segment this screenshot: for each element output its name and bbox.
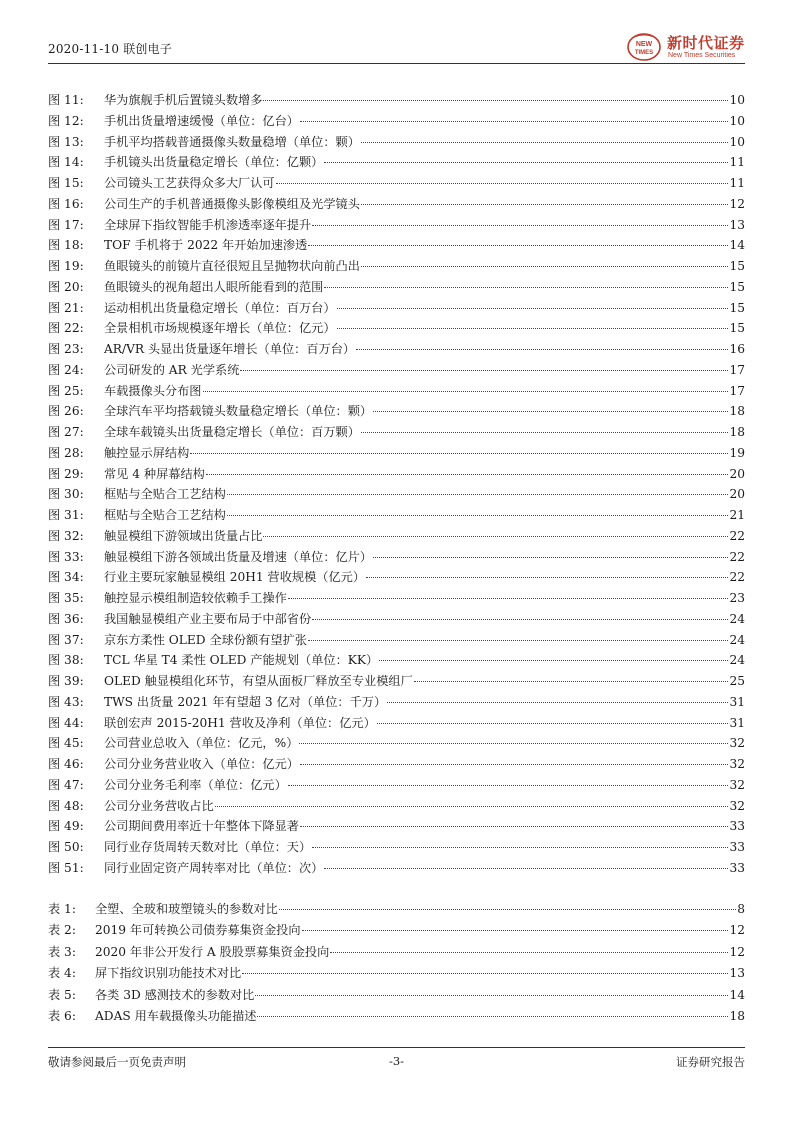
toc-label: 表 3: <box>48 944 76 959</box>
toc-page-number: 18 <box>729 425 745 439</box>
figure-toc-entry[interactable] <box>48 236 745 257</box>
figure-toc-entry[interactable] <box>48 527 745 548</box>
figure-toc-entry[interactable] <box>48 589 745 610</box>
toc-page-number: 24 <box>729 611 745 626</box>
toc-page-number: 10 <box>729 93 745 107</box>
toc-title: 各类 3D 感测技术的参数对比 <box>95 987 255 1002</box>
toc-page-number: 20 <box>729 487 745 502</box>
figure-toc-entry[interactable] <box>48 859 745 880</box>
toc-page-number: 12 <box>729 196 745 211</box>
figure-toc-entry[interactable] <box>48 257 745 278</box>
toc-title: 公司生产的手机普通摄像头影像模组及光学镜头 <box>104 196 360 211</box>
toc-page-number: 31 <box>729 715 745 730</box>
table-toc-entry[interactable] <box>48 921 745 942</box>
toc-title: 华为旗舰手机后置镜头数增多 <box>104 93 263 107</box>
toc-page-number: 13 <box>729 217 745 232</box>
toc-label: 图 45: <box>48 736 84 751</box>
toc-title: 公司镜头工艺获得众多大厂认可 <box>104 176 275 190</box>
toc-page-number: 11 <box>729 155 745 170</box>
toc-leader-dots <box>279 909 736 910</box>
toc-title: 公司分业务营业收入（单位：亿元） <box>104 757 299 771</box>
toc-leader-dots <box>263 100 728 101</box>
toc-label: 图 12: <box>48 113 84 128</box>
toc-page-number: 20 <box>729 466 745 481</box>
toc-page-number: 24 <box>729 632 745 647</box>
toc-page-number: 12 <box>729 923 745 938</box>
toc-title: AR/VR 头显出货量逐年增长（单位：百万台） <box>104 342 356 356</box>
toc-leader-dots <box>379 660 728 661</box>
toc-leader-dots <box>227 494 729 495</box>
toc-title: 公司营业总收入（单位：亿元，%） <box>104 736 299 751</box>
toc-leader-dots <box>337 328 729 329</box>
toc-label: 图 38: <box>48 653 84 668</box>
toc-page-number: 24 <box>729 653 745 668</box>
toc-leader-dots <box>308 245 728 246</box>
toc-title: 手机镜头出货量稳定增长（单位：亿颗） <box>104 155 324 170</box>
figure-toc-entry[interactable] <box>48 91 745 112</box>
toc-title: 同行业固定资产周转率对比（单位：次） <box>104 860 324 875</box>
toc-page-number: 18 <box>729 404 745 419</box>
toc-label: 图 27: <box>48 425 84 439</box>
toc-title: 手机平均搭载普通摄像头数量稳增（单位：颗） <box>104 134 360 149</box>
toc-label: 图 50: <box>48 840 84 854</box>
toc-label: 图 26: <box>48 404 84 419</box>
toc-page-number: 15 <box>729 259 745 273</box>
toc-label: 图 14: <box>48 155 84 170</box>
toc-page-number: 17 <box>729 383 745 398</box>
toc-label: 图 39: <box>48 674 84 688</box>
toc-leader-dots <box>361 432 729 433</box>
figure-toc-entry[interactable] <box>48 153 745 174</box>
toc-page-number: 16 <box>729 342 745 356</box>
toc-leader-dots <box>288 598 729 599</box>
figure-toc-entry[interactable] <box>48 506 745 527</box>
report-date-company: 2020-11-10 联创电子 <box>48 42 173 56</box>
toc-title: 常见 4 种屏幕结构 <box>104 466 205 481</box>
toc-label: 图 19: <box>48 259 84 273</box>
toc-page-number: 14 <box>729 238 745 253</box>
toc-label: 图 36: <box>48 611 84 626</box>
figure-toc-entry[interactable] <box>48 216 745 237</box>
toc-leader-dots <box>255 995 728 996</box>
toc-page-number: 33 <box>729 819 745 834</box>
toc-label: 图 30: <box>48 487 84 502</box>
table-toc-entry[interactable] <box>48 1007 745 1028</box>
toc-label: 图 23: <box>48 342 84 356</box>
svg-text:NEW: NEW <box>635 41 653 48</box>
toc-label: 表 6: <box>48 1008 76 1023</box>
figure-toc-entry[interactable] <box>48 465 745 486</box>
toc-label: 图 24: <box>48 362 84 377</box>
toc-page-number: 14 <box>729 987 745 1002</box>
toc-title: 鱼眼镜头的视角超出人眼所能看到的范围 <box>104 279 324 294</box>
toc-leader-dots <box>361 142 729 143</box>
toc-leader-dots <box>190 453 728 454</box>
toc-page-number: 12 <box>729 944 745 959</box>
svg-text:TIMES: TIMES <box>634 50 654 56</box>
figure-toc-entry[interactable] <box>48 174 745 195</box>
new-times-logo-icon <box>626 30 666 64</box>
toc-leader-dots <box>300 826 728 827</box>
toc-leader-dots <box>330 952 728 953</box>
toc-leader-dots <box>302 930 729 931</box>
company-logo <box>626 30 746 66</box>
toc-leader-dots <box>324 287 728 288</box>
toc-title: 全球屏下指纹智能手机渗透率逐年提升 <box>104 217 312 232</box>
toc-title: 同行业存货周转天数对比（单位：天） <box>104 840 312 854</box>
toc-leader-dots <box>288 785 729 786</box>
figure-toc-entry[interactable] <box>48 693 745 714</box>
figure-toc-entry[interactable] <box>48 319 745 340</box>
toc-page-number: 8 <box>737 902 745 916</box>
figure-toc-entry[interactable] <box>48 548 745 569</box>
table-toc-entry[interactable] <box>48 943 745 964</box>
toc-page-number: 22 <box>729 570 745 585</box>
toc-leader-dots <box>206 474 729 475</box>
toc-page-number: 32 <box>729 798 745 813</box>
toc-leader-dots <box>414 681 729 682</box>
toc-page-number: 15 <box>729 321 745 336</box>
toc-title: 框贴与全贴合工艺结构 <box>104 487 226 502</box>
toc-page-number: 15 <box>729 279 745 294</box>
toc-leader-dots <box>373 411 728 412</box>
figure-toc-entry[interactable] <box>48 112 745 133</box>
toc-title: 运动相机出货量稳定增长（单位：百万台） <box>104 300 336 315</box>
toc-label: 图 44: <box>48 715 84 730</box>
figure-toc-entry[interactable] <box>48 340 745 361</box>
toc-label: 图 34: <box>48 570 84 585</box>
toc-label: 表 5: <box>48 987 76 1002</box>
table-toc-entry[interactable] <box>48 964 745 985</box>
table-toc-list <box>48 900 745 1028</box>
toc-title: 公司分业务毛利率（单位：亿元） <box>104 777 287 792</box>
toc-leader-dots <box>387 702 728 703</box>
toc-leader-dots <box>300 121 728 122</box>
figure-toc-entry[interactable] <box>48 838 745 859</box>
toc-leader-dots <box>356 349 728 350</box>
figure-toc-entry[interactable] <box>48 672 745 693</box>
toc-title: 触显模组下游各领域出货量及增速（单位：亿片） <box>104 549 373 564</box>
toc-leader-dots <box>215 806 729 807</box>
toc-label: 图 31: <box>48 508 84 522</box>
toc-label: 图 25: <box>48 383 84 398</box>
toc-title: 全球汽车平均搭载镜头数量稳定增长（单位：颗） <box>104 404 373 419</box>
toc-title: 触控显示屏结构 <box>104 445 190 460</box>
toc-label: 图 18: <box>48 238 84 253</box>
toc-title: 全景相机市场规模逐年增长（单位：亿元） <box>104 321 336 336</box>
toc-page-number: 19 <box>729 445 745 460</box>
toc-title: 2020 年非公开发行 A 股股票募集资金投向 <box>95 944 330 959</box>
toc-page-number: 23 <box>729 591 745 605</box>
toc-page-number: 31 <box>729 694 745 709</box>
toc-leader-dots <box>324 162 728 163</box>
toc-title: 京东方柔性 OLED 全球份额有望扩张 <box>104 632 307 647</box>
figure-toc-entry[interactable] <box>48 568 745 589</box>
toc-title: 2019 年可转换公司债券募集资金投向 <box>95 923 301 938</box>
toc-title: TWS 出货量 2021 年有望超 3 亿对（单位：千万） <box>104 694 387 709</box>
header-rule <box>48 63 745 64</box>
toc-page-number: 18 <box>729 1008 745 1023</box>
toc-title: 全球车载镜头出货量稳定增长（单位：百万颗） <box>104 425 360 439</box>
toc-label: 表 1: <box>48 902 76 916</box>
toc-label: 图 46: <box>48 757 84 771</box>
toc-label: 图 51: <box>48 860 84 875</box>
figure-toc-entry[interactable] <box>48 278 745 299</box>
toc-leader-dots <box>240 370 728 371</box>
figure-toc-entry[interactable] <box>48 776 745 797</box>
toc-label: 图 15: <box>48 176 84 190</box>
toc-page-number: 25 <box>729 674 745 688</box>
toc-page-number: 15 <box>729 300 745 315</box>
toc-label: 图 22: <box>48 321 84 336</box>
toc-leader-dots <box>361 266 729 267</box>
toc-title: 公司研发的 AR 光学系统 <box>104 362 240 377</box>
toc-leader-dots <box>263 536 728 537</box>
toc-page-number: 10 <box>729 113 745 128</box>
figure-toc-entry[interactable] <box>48 361 745 382</box>
toc-label: 图 35: <box>48 591 84 605</box>
toc-leader-dots <box>377 723 729 724</box>
figure-toc-entry[interactable] <box>48 485 745 506</box>
toc-title: 触控显示模组制造较依赖手工操作 <box>104 591 287 605</box>
logo-english-name: New Times Securities <box>668 52 736 59</box>
toc-label: 图 11: <box>48 93 84 107</box>
figure-toc-entry[interactable] <box>48 755 745 776</box>
toc-leader-dots <box>361 204 729 205</box>
report-type: 证券研究报告 <box>676 1055 745 1069</box>
toc-label: 图 17: <box>48 217 84 232</box>
toc-title: 框贴与全贴合工艺结构 <box>104 508 226 522</box>
disclaimer-note: 敬请参阅最后一页免责声明 <box>48 1055 186 1069</box>
toc-page-number: 32 <box>729 777 745 792</box>
toc-page-number: 13 <box>729 966 745 981</box>
toc-label: 图 47: <box>48 777 84 792</box>
toc-leader-dots <box>366 577 728 578</box>
toc-leader-dots <box>242 973 728 974</box>
toc-label: 图 21: <box>48 300 84 315</box>
figure-toc-entry[interactable] <box>48 133 745 154</box>
toc-label: 图 43: <box>48 694 84 709</box>
table-toc-entry[interactable] <box>48 900 745 921</box>
toc-label: 图 33: <box>48 549 84 564</box>
toc-title: OLED 触显模组化环节，有望从面板厂释放至专业模组厂 <box>104 674 413 688</box>
toc-leader-dots <box>299 743 728 744</box>
page-number: -3- <box>388 1054 405 1068</box>
toc-label: 图 49: <box>48 819 84 834</box>
figure-toc-entry[interactable] <box>48 631 745 652</box>
toc-label: 图 28: <box>48 445 84 460</box>
figure-toc-entry[interactable] <box>48 402 745 423</box>
logo-chinese-name: 新时代证券 <box>667 34 745 52</box>
toc-page-number: 22 <box>729 528 745 543</box>
toc-label: 图 29: <box>48 466 84 481</box>
figure-toc-entry[interactable] <box>48 195 745 216</box>
toc-label: 图 37: <box>48 632 84 647</box>
toc-title: 触显模组下游领域出货量占比 <box>104 528 263 543</box>
toc-title: 公司分业务营收占比 <box>104 798 214 813</box>
toc-title: 鱼眼镜头的前镜片直径很短且呈抛物状向前凸出 <box>104 259 360 273</box>
toc-leader-dots <box>276 183 729 184</box>
toc-leader-dots <box>312 619 728 620</box>
toc-title: 手机出货量增速缓慢（单位：亿台） <box>104 113 299 128</box>
toc-label: 图 32: <box>48 528 84 543</box>
toc-leader-dots <box>324 868 728 869</box>
figure-toc-entry[interactable] <box>48 734 745 755</box>
toc-leader-dots <box>312 847 728 848</box>
toc-label: 图 13: <box>48 134 84 149</box>
toc-title: 全塑、全玻和玻塑镜头的参数对比 <box>95 902 278 916</box>
toc-label: 图 16: <box>48 196 84 211</box>
toc-leader-dots <box>227 515 729 516</box>
toc-page-number: 32 <box>729 736 745 751</box>
toc-title: ADAS 用车载摄像头功能描述 <box>95 1008 257 1023</box>
toc-page-number: 11 <box>729 176 745 190</box>
toc-title: 联创宏声 2015-20H1 营收及净利（单位：亿元） <box>104 715 376 730</box>
toc-page-number: 32 <box>729 757 745 771</box>
figure-toc-entry[interactable] <box>48 382 745 403</box>
toc-page-number: 22 <box>729 549 745 564</box>
toc-page-number: 33 <box>729 840 745 854</box>
toc-title: 我国触显模组产业主要布局于中部省份 <box>104 611 312 626</box>
toc-title: 车载摄像头分布图 <box>104 383 202 398</box>
toc-page-number: 33 <box>729 860 745 875</box>
figure-toc-entry[interactable] <box>48 817 745 838</box>
toc-label: 图 20: <box>48 279 84 294</box>
figure-toc-entry[interactable] <box>48 610 745 631</box>
toc-page-number: 21 <box>729 508 745 522</box>
toc-label: 图 48: <box>48 798 84 813</box>
figure-toc-entry[interactable] <box>48 714 745 735</box>
figure-toc-entry[interactable] <box>48 299 745 320</box>
toc-title: 公司期间费用率近十年整体下降显著 <box>104 819 299 834</box>
toc-leader-dots <box>312 225 728 226</box>
toc-leader-dots <box>337 308 729 309</box>
toc-title: TOF 手机将于 2022 年开始加速渗透 <box>104 238 308 253</box>
toc-label: 表 2: <box>48 923 76 938</box>
toc-page-number: 10 <box>729 134 745 149</box>
toc-page-number: 17 <box>729 362 745 377</box>
table-toc-entry[interactable] <box>48 986 745 1007</box>
toc-leader-dots <box>308 640 729 641</box>
toc-leader-dots <box>203 391 729 392</box>
toc-label: 表 4: <box>48 966 76 981</box>
toc-title: 行业主要玩家触显模组 20H1 营收规模（亿元） <box>104 570 366 585</box>
figure-toc-list <box>48 91 745 880</box>
toc-title: 屏下指纹识别功能技术对比 <box>95 966 242 981</box>
toc-leader-dots <box>373 557 728 558</box>
footer-rule <box>48 1047 745 1048</box>
toc-leader-dots <box>300 764 728 765</box>
toc-title: TCL 华星 T4 柔性 OLED 产能规划（单位：KK） <box>104 653 379 668</box>
toc-leader-dots <box>257 1016 728 1017</box>
figure-toc-entry[interactable] <box>48 651 745 672</box>
figure-toc-entry[interactable] <box>48 444 745 465</box>
figure-toc-entry[interactable] <box>48 797 745 818</box>
figure-toc-entry[interactable] <box>48 423 745 444</box>
